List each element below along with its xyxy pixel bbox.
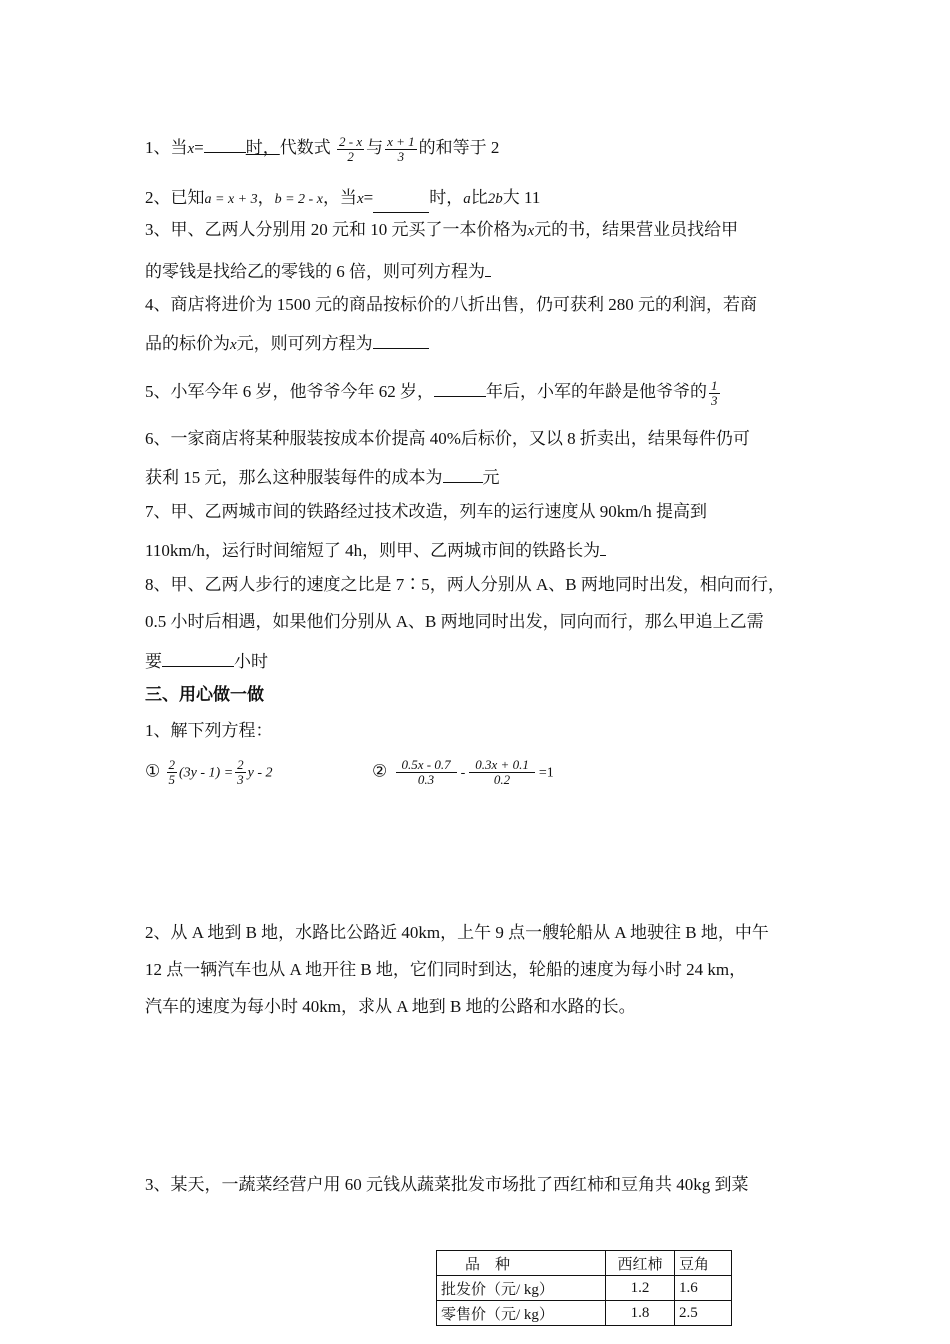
- q2-text-a: 2、已知: [145, 188, 205, 207]
- q8-answer-blank[interactable]: [162, 648, 234, 667]
- q3-answer-blank[interactable]: [485, 258, 491, 277]
- eq2-fraction-2: [469, 758, 535, 787]
- eq2-f2-denominator: 0.2: [493, 772, 511, 787]
- q1-when: 时，: [245, 138, 280, 157]
- q5-text-b: 年后，小军的年龄是他爷爷的: [486, 382, 707, 401]
- question-8-line-2: [145, 611, 764, 633]
- q5-denominator: 3: [711, 392, 718, 408]
- problem-3-line-1: 3、某天，一蔬菜经营户用 60 元钱从蔬菜批发市场批了西红柿和豆角共 40kg 到菜: [145, 1175, 749, 1194]
- question-3-line-2: [145, 258, 491, 283]
- eq1-marker: ①: [145, 761, 161, 781]
- q2-text-f: 大 11: [502, 188, 541, 207]
- eq1-f2-denominator: 3: [237, 772, 244, 787]
- q6-text-2b: 元: [482, 468, 500, 487]
- eq1-middle: (3y - 1) =: [179, 765, 234, 781]
- q2-variable: x: [356, 191, 364, 207]
- q3-text-1b: 元的书，结果营业员找给甲: [534, 220, 739, 239]
- q8-text-3a: 要: [145, 652, 162, 671]
- q1-variable: x: [187, 141, 195, 157]
- q2-a: a: [463, 191, 471, 207]
- q4-text-2b: 元，则可列方程为: [236, 334, 373, 353]
- eq1-fraction-2: [235, 758, 246, 787]
- question-7-line-1: [145, 501, 707, 523]
- q1-text-c: 与: [366, 138, 384, 157]
- problem-2-line-2: 12 点一辆汽车也从 A 地开往 B 地，它们同时到达，轮船的速度为每小时 24 km，: [145, 960, 747, 979]
- eq2-fraction-1: [396, 758, 457, 787]
- question-8-line-1: [145, 574, 785, 596]
- q1-equals: =: [194, 138, 204, 157]
- eq1-f1-numerator: 2: [168, 757, 175, 772]
- q4-text-1: 4、商店将进价为 1500 元的商品按标价的八折出售，仍可获利 280 元的利润，若商: [145, 295, 757, 314]
- problem-1-intro: 1、解下列方程：: [145, 721, 273, 740]
- header-variety: 品 种: [437, 1251, 606, 1276]
- header-bean: 豆角: [675, 1251, 732, 1276]
- q4-variable: x: [230, 337, 237, 353]
- table-row: [437, 1301, 732, 1326]
- q8-text-2: 0.5 小时后相遇，如果他们分别从 A、B 两地同时出发，同向而行，那么甲追上乙需: [145, 612, 764, 631]
- q2-answer-blank[interactable]: [373, 194, 429, 213]
- question-7-line-2: [145, 537, 606, 562]
- table-row: [437, 1276, 732, 1301]
- equation-2: [372, 758, 554, 787]
- eq1-f2-numerator: 2: [237, 757, 244, 772]
- q1-answer-blank[interactable]: [204, 134, 246, 153]
- q5-answer-blank[interactable]: [434, 378, 486, 397]
- problem-2-line-1: 2、从 A 地到 B 地，水路比公路近 40km，上午 9 点一艘轮船从 A 地驶往 B 地，中午: [145, 923, 769, 942]
- q1-text-d: 的和等于 2: [418, 138, 500, 157]
- q6-text-2a: 获利 15 元，那么这种服装每件的成本为: [145, 468, 443, 487]
- q1-f1-denominator: 2: [347, 148, 354, 164]
- q5-numerator: 1: [711, 377, 718, 393]
- row-label: 批发价（元/ kg）: [437, 1276, 606, 1301]
- cell-bean: 2.5: [675, 1301, 732, 1326]
- q4-answer-blank[interactable]: [373, 330, 429, 349]
- q1-fraction-2: [385, 135, 417, 164]
- question-8-line-3: [145, 648, 268, 673]
- q2-2b: 2b: [487, 191, 503, 207]
- cell-tomato: 1.2: [606, 1276, 675, 1301]
- problem-2-line-3: 汽车的速度为每小时 40km，求从 A 地到 B 地的公路和水路的长。: [145, 997, 636, 1016]
- question-4-line-1: [145, 294, 757, 316]
- q1-fraction-1: [337, 135, 364, 164]
- q7-text-2: 110km/h，运行时间缩短了 4h，则甲、乙两城市间的铁路长为: [145, 541, 601, 560]
- question-2: [145, 184, 540, 211]
- q8-text-1: 8、甲、乙两人步行的速度之比是 7∶5，两人分别从 A、B 两地同时出发，相向而行，: [145, 575, 785, 594]
- q2-text-b: ，当: [322, 188, 357, 207]
- section-3-heading: 三、用心做一做: [145, 685, 264, 704]
- q1-text-a: 1、当: [145, 138, 188, 157]
- question-6-line-1: [145, 428, 750, 450]
- question-6-line-2: [145, 464, 500, 489]
- q5-fraction: [709, 379, 720, 408]
- question-3-line-1: [145, 219, 738, 242]
- question-4-line-2: [145, 330, 429, 356]
- question-1: [145, 134, 499, 164]
- eq2-marker: ②: [372, 761, 388, 781]
- q2-expr-a: a = x + 3: [204, 192, 258, 207]
- q1-f1-numerator: 2 - x: [339, 133, 363, 149]
- q3-variable: x: [527, 223, 535, 239]
- header-tomato: 西红柿: [606, 1251, 675, 1276]
- q2-when: 时，: [429, 188, 464, 207]
- eq2-tail: =1: [538, 765, 554, 781]
- q3-text-2: 的零钱是找给乙的零钱的 6 倍，则可列方程为: [145, 262, 485, 281]
- eq2-f2-numerator: 0.3x + 0.1: [469, 758, 535, 773]
- q6-text-1: 6、一家商店将某种服装按成本价提高 40%后标价，又以 8 折卖出，结果每件仍可: [145, 429, 750, 448]
- q5-text-a: 5、小军今年 6 岁，他爷爷今年 62 岁，: [145, 382, 434, 401]
- q7-text-1: 7、甲、乙两城市间的铁路经过技术改造，列车的运行速度从 90km/h 提高到: [145, 502, 707, 521]
- price-table: [436, 1250, 732, 1326]
- equation-1: [145, 758, 273, 787]
- q4-text-2a: 品的标价为: [145, 334, 230, 353]
- q1-f2-numerator: x + 1: [387, 133, 415, 149]
- q7-answer-blank[interactable]: [600, 537, 606, 556]
- eq1-f1-denominator: 5: [168, 772, 175, 787]
- eq2-minus: -: [460, 765, 466, 781]
- eq2-f1-numerator: 0.5x - 0.7: [396, 758, 457, 773]
- eq2-f1-denominator: 0.3: [417, 772, 435, 787]
- q1-text-b: 代数式: [279, 138, 331, 157]
- cell-bean: 1.6: [675, 1276, 732, 1301]
- q3-text-1: 3、甲、乙两人分别用 20 元和 10 元买了一本价格为: [145, 220, 528, 239]
- q1-f2-denominator: 3: [397, 148, 405, 164]
- question-5: [145, 378, 722, 408]
- q6-answer-blank[interactable]: [443, 464, 483, 483]
- table-header-row: [437, 1251, 732, 1276]
- q2-text-d: 比: [470, 188, 488, 207]
- q2-equals: =: [363, 188, 374, 207]
- eq1-tail: y - 2: [247, 765, 273, 781]
- q8-text-3b: 小时: [234, 652, 268, 671]
- row-label: 零售价（元/ kg）: [437, 1301, 606, 1326]
- q2-separator: ，: [257, 188, 275, 207]
- eq1-fraction-1: [167, 758, 178, 787]
- cell-tomato: 1.8: [606, 1301, 675, 1326]
- q2-expr-b: b = 2 - x: [274, 192, 323, 207]
